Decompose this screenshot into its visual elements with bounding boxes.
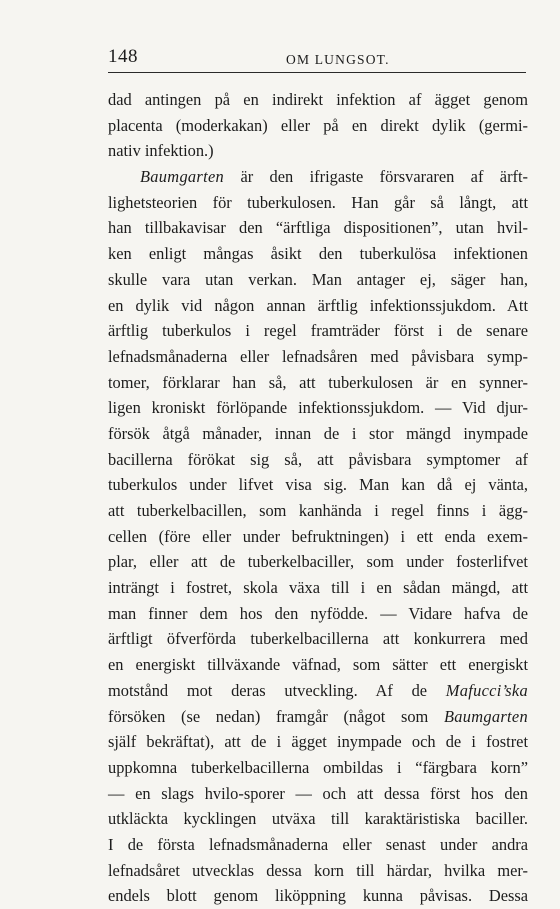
text-line: han tillbakavisar den “ärftliga dispositionen”, utan hvil-	[108, 218, 528, 238]
text-line: lighetsteorien för tuberkulosen. Han går så långt, att	[108, 192, 528, 212]
text-line: ligen kroniskt förlöpande infektionssjukdom. — Vid djur-	[108, 398, 528, 418]
text-line: nativ infektion.)	[108, 141, 214, 161]
text-line: ärftlig tuberkulos i regel framträder först i de senare	[108, 321, 528, 341]
text-line: själf bekräftat), att de i ägget inympade och de i fostret	[108, 732, 528, 752]
author-name: Mafucci’ska	[445, 680, 528, 700]
page-number: 148	[108, 46, 138, 67]
author-name: Baumgarten	[443, 706, 528, 726]
text-line: I de första lefnadsmånaderna eller senast under andra	[108, 834, 528, 854]
text-line: — en slags hvilo-sporer — och att dessa först hos den	[108, 783, 528, 803]
text-line: skulle vara utan verkan. Man antager ej, säger han,	[108, 269, 528, 289]
text-line: tuberkulos under lifvet visa sig. Man kan då ej vänta,	[108, 475, 528, 495]
text-line: plar, eller att de tuberkelbaciller, som under fosterlifvet	[108, 552, 528, 572]
text-line: bacillerna förökat sig så, att påvisbara symptomer af	[108, 449, 528, 469]
text-line: lefnadsåret utvecklas dessa korn till härdar, hvilka mer-	[108, 860, 528, 880]
text-line: cellen (före eller under befruktningen) i ett enda exem-	[108, 526, 528, 546]
text-line: utkläckta kycklingen utväxa till karaktäristiska baciller.	[108, 809, 528, 829]
text-line: Baumgarten är den ifrigaste försvararen af ärft-	[140, 167, 528, 187]
text-line: uppkomna tuberkelbacillerna ombildas i “färgbara korn”	[108, 757, 528, 777]
page-header	[108, 44, 526, 73]
text-line: lefnadsmånaderna eller lefnadsåren med påvisbara symp-	[108, 346, 528, 366]
text-line: ärftligt öfverförda tuberkelbacillerna att konkurrera med	[108, 629, 528, 649]
body-text	[108, 87, 528, 909]
text-line: att tuberkelbacillen, som kanhända i regel finns i ägg-	[108, 501, 528, 520]
text-line: endels blott genom liköppning kunna påvisas. Dessa	[108, 886, 528, 906]
text-line: tomer, förklarar han så, att tuberkulosen är en synner-	[108, 372, 528, 392]
text-line: försöken (se nedan) framgår (något som Baumgarten	[108, 706, 528, 726]
text-line: man finner dem hos den nyfödde. — Vidare hafva de	[108, 603, 528, 623]
text-line: inträngt i fostret, skola växa till i en sådan mängd, att	[108, 578, 528, 598]
running-title: OM LUNGSOT.	[286, 52, 390, 67]
text-line: en dylik vid någon annan ärftlig infektionssjukdom. Att	[108, 295, 528, 315]
text-line: motstånd mot deras utveckling. Af de Mafucci’ska	[108, 680, 528, 700]
author-name: Baumgarten	[140, 167, 225, 187]
text-line: placenta (moderkakan) eller på en direkt dylik (germi-	[108, 115, 528, 135]
text-line: försök åtgå månader, innan de i stor mängd inympade	[108, 423, 528, 443]
text-line: ken enligt mångas åsikt den tuberkulösa infektionen	[108, 244, 528, 264]
text-line: dad antingen på en indirekt infektion af ägget genom	[108, 90, 528, 109]
text-line: en energiskt tillväxande väfnad, som sätter ett energiskt	[108, 655, 528, 675]
